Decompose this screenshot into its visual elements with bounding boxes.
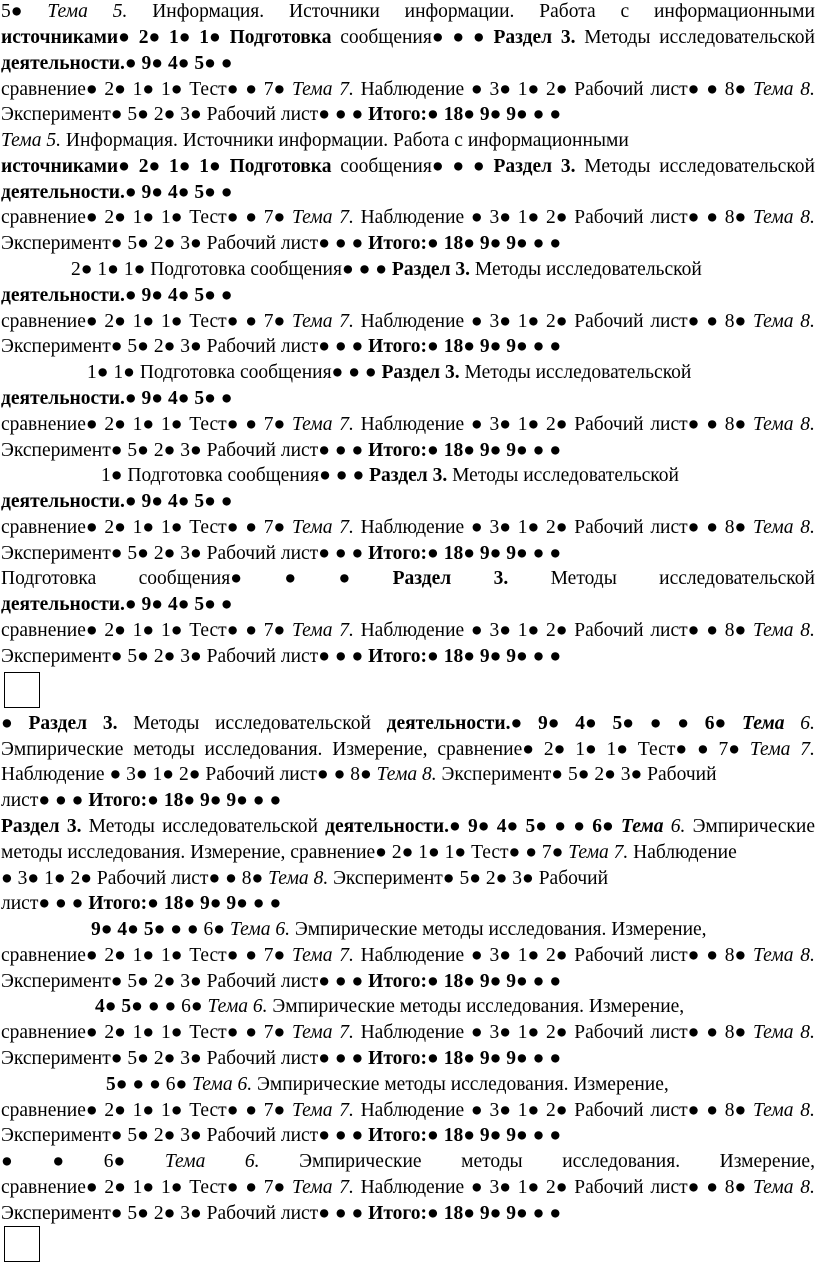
text-line: ● Раздел 3. Методы исследовательской деятельности.● 9● 4● 5● ● ● 6● Тема 6. bbox=[1, 713, 815, 734]
text-line: 4● 5● ● ● 6● Тема 6. Эмпирические методы исследования. Измерение, bbox=[95, 996, 685, 1017]
text-line: сравнение● 2● 1● 1● Тест● ● 7● Тема 7. Наблюдение ● 3● 1● 2● Рабочий лист● ● 8● Тема 8. bbox=[1, 207, 815, 228]
text-line: лист● ● ● Итого:● 18● 9● 9● ● ● bbox=[1, 893, 282, 914]
text-line: сравнение● 2● 1● 1● Тест● ● 7● Тема 7. Наблюдение ● 3● 1● 2● Рабочий лист● ● 8● Тема 8. bbox=[1, 517, 815, 538]
text-line: деятельности.● 9● 4● 5● ● bbox=[1, 53, 233, 74]
text-line: Раздел 3. Методы исследовательской деятельности.● 9● 4● 5● ● ● 6● Тема 6. Эмпирические bbox=[1, 816, 815, 837]
text-line: деятельности.● 9● 4● 5● ● bbox=[1, 388, 233, 409]
text-line: сравнение● 2● 1● 1● Тест● ● 7● Тема 7. Наблюдение ● 3● 1● 2● Рабочий лист● ● 8● Тема 8. bbox=[1, 79, 815, 100]
empty-checkbox-frame bbox=[4, 1226, 40, 1262]
text-line: сравнение● 2● 1● 1● Тест● ● 7● Тема 7. Наблюдение ● 3● 1● 2● Рабочий лист● ● 8● Тема 8. bbox=[1, 945, 815, 966]
text-line: сравнение● 2● 1● 1● Тест● ● 7● Тема 7. Наблюдение ● 3● 1● 2● Рабочий лист● ● 8● Тема 8. bbox=[1, 1177, 815, 1198]
text-line: 1● Подготовка сообщения● ● ● Раздел 3. Методы исследовательской bbox=[101, 465, 679, 486]
text-line: лист● ● ● Итого:● 18● 9● 9● ● ● bbox=[1, 790, 282, 811]
text-line: сравнение● 2● 1● 1● Тест● ● 7● Тема 7. Наблюдение ● 3● 1● 2● Рабочий лист● ● 8● Тема 8. bbox=[1, 1022, 815, 1043]
text-line: Эксперимент● 5● 2● 3● Рабочий лист● ● ● Итого:● 18● 9● 9● ● ● bbox=[1, 1203, 562, 1224]
text-line: Эксперимент● 5● 2● 3● Рабочий лист● ● ● Итого:● 18● 9● 9● ● ● bbox=[1, 104, 562, 125]
text-line: источниками● 2● 1● 1● Подготовка сообщения● ● ● Раздел 3. Методы исследовательской bbox=[1, 156, 815, 177]
text-line: ● ● 6● Тема 6. Эмпирические методы исследования. Измерение, bbox=[1, 1151, 815, 1172]
text-line: деятельности.● 9● 4● 5● ● bbox=[1, 491, 233, 512]
text-line: Эксперимент● 5● 2● 3● Рабочий лист● ● ● Итого:● 18● 9● 9● ● ● bbox=[1, 440, 562, 461]
text-line: ● 3● 1● 2● Рабочий лист● ● 8● Тема 8. Эксперимент● 5● 2● 3● Рабочий bbox=[1, 868, 609, 889]
text-line: методы исследования. Измерение, сравнение● 2● 1● 1● Тест● ● 7● Тема 7. Наблюдение bbox=[1, 842, 737, 863]
text-line: Эксперимент● 5● 2● 3● Рабочий лист● ● ● Итого:● 18● 9● 9● ● ● bbox=[1, 336, 562, 357]
text-line: деятельности.● 9● 4● 5● ● bbox=[1, 285, 233, 306]
text-line: Наблюдение ● 3● 1● 2● Рабочий лист● ● 8● Тема 8. Эксперимент● 5● 2● 3● Рабочий bbox=[1, 764, 717, 785]
text-line: сравнение● 2● 1● 1● Тест● ● 7● Тема 7. Наблюдение ● 3● 1● 2● Рабочий лист● ● 8● Тема 8. bbox=[1, 311, 815, 332]
text-line: Эксперимент● 5● 2● 3● Рабочий лист● ● ● Итого:● 18● 9● 9● ● ● bbox=[1, 1125, 562, 1146]
text-line: Тема 5. Информация. Источники информации. Работа с информационными bbox=[1, 130, 629, 151]
text-line: 5● Тема 5. Информация. Источники информации. Работа с информационными bbox=[1, 1, 815, 22]
text-line: 5● ● ● 6● Тема 6. Эмпирические методы исследования. Измерение, bbox=[106, 1074, 669, 1095]
empty-checkbox-frame bbox=[4, 672, 40, 708]
text-line: деятельности.● 9● 4● 5● ● bbox=[1, 182, 233, 203]
text-line: деятельности.● 9● 4● 5● ● bbox=[1, 594, 233, 615]
text-line: сравнение● 2● 1● 1● Тест● ● 7● Тема 7. Наблюдение ● 3● 1● 2● Рабочий лист● ● 8● Тема 8. bbox=[1, 414, 815, 435]
text-line: Эмпирические методы исследования. Измерение, сравнение● 2● 1● 1● Тест● ● 7● Тема 7. bbox=[1, 739, 815, 760]
text-line: сравнение● 2● 1● 1● Тест● ● 7● Тема 7. Наблюдение ● 3● 1● 2● Рабочий лист● ● 8● Тема 8. bbox=[1, 620, 815, 641]
text-line: 9● 4● 5● ● ● 6● Тема 6. Эмпирические методы исследования. Измерение, bbox=[91, 919, 707, 940]
text-line: Эксперимент● 5● 2● 3● Рабочий лист● ● ● Итого:● 18● 9● 9● ● ● bbox=[1, 1048, 562, 1069]
text-line: Подготовка сообщения● ● ● Раздел 3. Методы исследовательской bbox=[1, 568, 815, 589]
text-line: Эксперимент● 5● 2● 3● Рабочий лист● ● ● Итого:● 18● 9● 9● ● ● bbox=[1, 971, 562, 992]
text-line: Эксперимент● 5● 2● 3● Рабочий лист● ● ● Итого:● 18● 9● 9● ● ● bbox=[1, 646, 562, 667]
text-line: Эксперимент● 5● 2● 3● Рабочий лист● ● ● Итого:● 18● 9● 9● ● ● bbox=[1, 543, 562, 564]
text-line: источниками● 2● 1● 1● Подготовка сообщения● ● ● Раздел 3. Методы исследовательской bbox=[1, 27, 815, 48]
text-line: Эксперимент● 5● 2● 3● Рабочий лист● ● ● Итого:● 18● 9● 9● ● ● bbox=[1, 233, 562, 254]
text-line: 2● 1● 1● Подготовка сообщения● ● ● Раздел 3. Методы исследовательской bbox=[71, 259, 702, 280]
text-line: 1● 1● Подготовка сообщения● ● ● Раздел 3. Методы исследовательской bbox=[87, 362, 692, 383]
text-line: сравнение● 2● 1● 1● Тест● ● 7● Тема 7. Наблюдение ● 3● 1● 2● Рабочий лист● ● 8● Тема 8. bbox=[1, 1100, 815, 1121]
